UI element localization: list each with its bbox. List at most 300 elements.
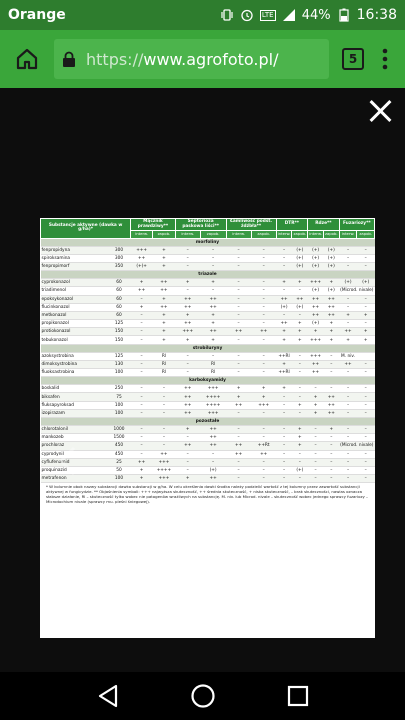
substance-name: metkonazol (41, 311, 108, 319)
table-cell: – (357, 425, 375, 433)
table-cell: – (251, 458, 276, 466)
table-cell: – (323, 434, 339, 442)
table-cell: ++ (131, 458, 153, 466)
table-cell: – (276, 458, 292, 466)
table-cell: – (175, 262, 200, 270)
table-cell: – (131, 401, 153, 409)
table-cell: – (292, 352, 308, 360)
table-cell: ++ (323, 409, 339, 417)
table-subheader: zapob. (324, 231, 338, 237)
table-cell: – (308, 434, 324, 442)
table-cell: +++ (153, 458, 176, 466)
alarm-icon (240, 8, 254, 22)
table-cell: (+) (308, 320, 324, 328)
table-cell: – (308, 475, 324, 483)
table-cell: – (308, 442, 324, 450)
table-cell: – (339, 246, 357, 254)
table-cell: – (292, 475, 308, 483)
table-cell: + (323, 425, 339, 433)
table-cell: + (292, 328, 308, 336)
dose-cell: 350 (107, 262, 130, 270)
substance-name: flucinkonazol (41, 303, 108, 311)
table-cell: + (131, 303, 153, 311)
dose-cell: 100 (107, 409, 130, 417)
table-cell: ++Rt (251, 442, 276, 450)
table-cell: ++Rl (276, 352, 292, 360)
table-cell: – (251, 360, 276, 368)
table-cell: – (226, 262, 251, 270)
fungicide-table-image[interactable] (40, 218, 375, 638)
table-cell: +++ (200, 385, 226, 393)
table-cell: – (200, 246, 226, 254)
table-cell: – (200, 287, 226, 295)
table-cell: + (292, 320, 308, 328)
substance-name: dimoksystrobina (41, 360, 108, 368)
table-cell: ++ (323, 303, 339, 311)
table-row (41, 442, 375, 450)
table-cell: + (175, 475, 200, 483)
table-cell: + (339, 336, 357, 344)
table-cell: – (339, 434, 357, 442)
table-cell: – (308, 425, 324, 433)
table-cell: + (357, 328, 375, 336)
recents-button[interactable] (278, 676, 318, 716)
table-cell: (+) (308, 262, 324, 270)
table-cell: – (292, 287, 308, 295)
table-cell: ++ (200, 328, 226, 336)
table-cell: +++ (308, 352, 324, 360)
group-title: pozostałe (41, 417, 375, 425)
table-group-row (41, 271, 375, 279)
substance-name: cyprodynil (41, 450, 108, 458)
table-cell: – (323, 450, 339, 458)
table-cell: ++ (323, 401, 339, 409)
table-row (41, 336, 375, 344)
table-cell: – (276, 246, 292, 254)
table-cell: – (175, 246, 200, 254)
table-cell: ++ (226, 450, 251, 458)
table-cell: – (323, 385, 339, 393)
table-cell: – (357, 401, 375, 409)
table-cell: – (308, 458, 324, 466)
clock: 16:38 (356, 7, 397, 23)
dose-cell: 450 (107, 442, 130, 450)
home-icon (15, 47, 39, 71)
table-cell: + (200, 320, 226, 328)
table-cell: + (276, 385, 292, 393)
table-cell: + (308, 409, 324, 417)
table-cell: – (292, 311, 308, 319)
table-cell: – (339, 393, 357, 401)
table-cell: ++ (153, 450, 176, 458)
table-cell: – (339, 409, 357, 417)
table-cell: + (153, 311, 176, 319)
table-row (41, 475, 375, 483)
table-cell: (Microd. nivale) (340, 443, 374, 449)
dose-cell: 125 (107, 320, 130, 328)
table-cell: – (323, 442, 339, 450)
table-cell: – (276, 254, 292, 262)
table-cell: ++ (308, 360, 324, 368)
table-cell: Rl (153, 369, 176, 377)
dose-cell: 75 (107, 393, 130, 401)
table-cell: – (357, 434, 375, 442)
table-cell: (+) (323, 246, 339, 254)
table-header: Rdze** (308, 219, 339, 231)
group-title: morfoliny (41, 238, 375, 246)
table-subheader: zapob. (293, 231, 307, 237)
fungicide-table (40, 218, 375, 483)
table-cell: + (292, 442, 308, 450)
table-cell: – (131, 369, 153, 377)
table-cell: + (226, 385, 251, 393)
table-cell: – (251, 409, 276, 417)
substance-name: fenpropimorf (41, 262, 108, 270)
table-subheader: zapob. (153, 231, 176, 238)
table-cell: (+) (308, 254, 324, 262)
dose-cell: 60 (107, 287, 130, 295)
table-cell: + (251, 393, 276, 401)
table-cell: + (153, 246, 176, 254)
table-cell: + (323, 328, 339, 336)
table-cell: – (251, 287, 276, 295)
table-cell: – (357, 320, 375, 328)
table-cell: ++Rl (276, 369, 292, 377)
table-cell: – (251, 369, 276, 377)
table-cell: – (131, 434, 153, 442)
home-button[interactable] (6, 38, 48, 80)
table-cell: – (153, 393, 176, 401)
table-cell: – (153, 434, 176, 442)
table-cell: + (276, 279, 292, 287)
table-row (41, 262, 375, 270)
table-cell: + (357, 336, 375, 344)
table-cell: – (251, 246, 276, 254)
table-cell: + (153, 262, 176, 270)
table-cell: – (131, 450, 153, 458)
table-cell: – (357, 450, 375, 458)
table-cell: + (323, 336, 339, 344)
table-header: Substancje aktywne (dawka w g/ha)* (41, 219, 131, 239)
table-cell: – (323, 458, 339, 466)
table-cell: – (276, 466, 292, 474)
table-cell: ++ (153, 279, 176, 287)
table-cell: – (251, 425, 276, 433)
dose-cell: 300 (107, 246, 130, 254)
table-cell: – (292, 385, 308, 393)
battery-icon (337, 8, 351, 22)
table-row (41, 450, 375, 458)
browser-toolbar (0, 30, 405, 88)
table-cell: + (308, 393, 324, 401)
table-cell: – (323, 475, 339, 483)
table-cell: – (357, 466, 375, 474)
table-cell: – (200, 458, 226, 466)
table-header: Łamliwość podst. źdźbła** (226, 219, 276, 231)
dose-cell: 50 (107, 466, 130, 474)
table-cell: – (323, 360, 339, 368)
table-cell: + (131, 466, 153, 474)
address-bar[interactable] (54, 39, 329, 79)
table-cell: – (226, 254, 251, 262)
substance-name: epoksykonazol (41, 295, 108, 303)
table-cell: ++ (175, 295, 200, 303)
table-cell: – (292, 369, 308, 377)
table-cell: ++ (292, 295, 308, 303)
substance-name: mankozeb (41, 434, 108, 442)
table-cell: – (153, 409, 176, 417)
chevron-left-icon[interactable] (58, 446, 78, 476)
table-cell: + (175, 311, 200, 319)
table-cell: – (357, 369, 375, 377)
table-cell: – (226, 466, 251, 474)
table-cell: (+) (339, 279, 357, 287)
table-header: Mącznik prawdziwy** (131, 219, 176, 231)
table-cell: – (276, 311, 292, 319)
table-row (41, 385, 375, 393)
table-cell: – (251, 336, 276, 344)
table-cell: – (357, 262, 375, 270)
table-cell: – (357, 303, 375, 311)
table-cell: – (153, 401, 176, 409)
table-cell: + (153, 336, 176, 344)
dose-cell: 60 (107, 303, 130, 311)
table-row (41, 401, 375, 409)
table-cell: – (339, 262, 357, 270)
table-cell: – (226, 409, 251, 417)
dose-cell: 150 (107, 328, 130, 336)
table-cell: – (226, 303, 251, 311)
table-cell: – (251, 262, 276, 270)
table-cell: – (357, 246, 375, 254)
table-cell: (+) (276, 303, 292, 311)
table-cell: – (292, 458, 308, 466)
close-icon[interactable] (367, 98, 393, 124)
table-cell: – (339, 401, 357, 409)
table-cell: – (251, 279, 276, 287)
table-row (41, 311, 375, 319)
table-cell: – (175, 287, 200, 295)
table-cell: ++ (323, 311, 339, 319)
table-cell: – (276, 425, 292, 433)
table-row (41, 458, 375, 466)
table-cell: – (153, 385, 176, 393)
url-text (86, 50, 279, 69)
table-cell: ++ (175, 393, 200, 401)
table-cell: Rl (153, 352, 176, 360)
table-subheader: zapob. (251, 231, 276, 238)
url-host: www.agrofoto.pl/ (143, 49, 279, 69)
table-cell: – (131, 393, 153, 401)
table-cell: + (200, 311, 226, 319)
table-cell: – (339, 303, 357, 311)
back-button[interactable] (88, 676, 128, 716)
substance-name: fluksapyroksad (41, 401, 108, 409)
table-cell: – (175, 434, 200, 442)
table-cell: – (357, 393, 375, 401)
table-cell: ++ (175, 303, 200, 311)
table-cell: – (175, 360, 200, 368)
table-cell: – (175, 369, 200, 377)
table-cell: + (200, 336, 226, 344)
table-cell: + (292, 425, 308, 433)
table-subheader: interw. (131, 231, 153, 238)
table-cell: – (175, 466, 200, 474)
table-cell: – (276, 475, 292, 483)
square-recents-icon (287, 685, 309, 707)
dose-cell: 100 (107, 401, 130, 409)
table-cell: – (276, 262, 292, 270)
table-cell: ++ (131, 254, 153, 262)
table-cell: ++ (323, 393, 339, 401)
dose-cell: 125 (107, 352, 130, 360)
table-cell: – (226, 279, 251, 287)
group-title: strobiluryny (41, 344, 375, 352)
table-cell: – (339, 466, 357, 474)
table-cell: +++ (308, 336, 324, 344)
table-cell: + (153, 295, 176, 303)
table-cell: + (200, 279, 226, 287)
table-cell: + (308, 328, 324, 336)
table-row (41, 369, 375, 377)
table-cell: – (308, 385, 324, 393)
table-cell: – (131, 328, 153, 336)
table-cell: – (226, 352, 251, 360)
table-cell: – (276, 401, 292, 409)
lock-icon (62, 51, 76, 67)
table-cell: +++ (175, 328, 200, 336)
table-cell: – (292, 450, 308, 458)
table-cell: +++ (200, 409, 226, 417)
substance-name: cyprokonazol (41, 279, 108, 287)
substance-name: fluoksastrobina (41, 369, 108, 377)
image-viewer (0, 88, 405, 672)
table-cell: + (308, 401, 324, 409)
tab-switcher-button[interactable] (335, 38, 371, 80)
table-cell: – (226, 425, 251, 433)
table-cell: – (339, 475, 357, 483)
table-cell: – (251, 254, 276, 262)
table-cell: ++ (175, 385, 200, 393)
table-cell: + (292, 434, 308, 442)
table-cell: (+) (308, 287, 324, 295)
table-cell: + (251, 385, 276, 393)
table-row (41, 466, 375, 474)
table-cell: – (308, 450, 324, 458)
dose-cell: 450 (107, 450, 130, 458)
table-cell: + (153, 320, 176, 328)
url-scheme: https:// (86, 49, 144, 69)
table-cell: – (131, 320, 153, 328)
table-cell: ++ (308, 303, 324, 311)
table-cell: ++ (200, 303, 226, 311)
table-cell: – (175, 352, 200, 360)
table-cell: + (131, 279, 153, 287)
overflow-menu-button[interactable] (371, 38, 399, 80)
table-subheader: zapob. (357, 231, 375, 238)
dose-cell: 100 (107, 475, 130, 483)
table-row (41, 279, 375, 287)
table-cell: + (292, 336, 308, 344)
table-cell: – (357, 295, 375, 303)
substance-name: prochloraz (41, 442, 108, 450)
table-cell: – (131, 311, 153, 319)
table-cell: – (339, 320, 357, 328)
table-cell: – (131, 352, 153, 360)
table-cell: – (276, 393, 292, 401)
table-cell: (Microd. nivale) (340, 288, 374, 294)
table-group-row (41, 377, 375, 385)
table-row (41, 360, 375, 368)
table-cell: (+) (357, 279, 375, 287)
table-cell: (+) (292, 466, 308, 474)
table-cell: – (339, 369, 357, 377)
status-icons (220, 7, 397, 23)
table-cell: – (251, 295, 276, 303)
substance-name: cyflufenamid (41, 458, 108, 466)
table-row (41, 295, 375, 303)
table-cell: – (339, 458, 357, 466)
table-cell: – (339, 425, 357, 433)
table-row (41, 393, 375, 401)
table-cell: – (308, 466, 324, 474)
table-subheader: interw. (226, 231, 251, 238)
table-cell: – (226, 246, 251, 254)
table-cell: – (175, 450, 200, 458)
table-cell: – (226, 369, 251, 377)
lte-icon: LTE (260, 10, 276, 21)
table-cell: (+) (292, 262, 308, 270)
table-cell: – (276, 450, 292, 458)
dose-cell: 1000 (107, 425, 130, 433)
table-cell: M. niv. (341, 353, 355, 359)
table-cell: – (339, 295, 357, 303)
table-cell: ++ (175, 409, 200, 417)
dose-cell: 250 (107, 385, 130, 393)
table-cell: – (339, 385, 357, 393)
table-cell: – (276, 434, 292, 442)
table-cell: (+) (292, 254, 308, 262)
table-row (41, 287, 375, 295)
dose-cell: 25 (107, 458, 130, 466)
table-cell: (+) (323, 254, 339, 262)
table-cell: ++ (131, 287, 153, 295)
table-cell: – (200, 352, 226, 360)
home-nav-button[interactable] (183, 676, 223, 716)
table-cell: ++ (226, 442, 251, 450)
table-cell: – (226, 287, 251, 295)
table-cell: – (357, 458, 375, 466)
dose-cell: 60 (107, 311, 130, 319)
signal-icon (282, 8, 296, 22)
table-cell: ++ (276, 320, 292, 328)
substance-name: azoksystrobina (41, 352, 108, 360)
table-cell: + (175, 279, 200, 287)
substance-name: chlorotalonil (41, 425, 108, 433)
table-cell: – (357, 385, 375, 393)
table-cell: – (226, 295, 251, 303)
dose-cell: 130 (107, 360, 130, 368)
table-cell: – (357, 475, 375, 483)
table-cell: – (251, 352, 276, 360)
table-cell: ++ (276, 295, 292, 303)
carrier-name: Orange (8, 7, 66, 23)
more-vert-icon (382, 48, 388, 70)
table-row (41, 352, 375, 360)
table-cell: – (251, 303, 276, 311)
table-cell: – (131, 295, 153, 303)
table-cell: – (276, 409, 292, 417)
